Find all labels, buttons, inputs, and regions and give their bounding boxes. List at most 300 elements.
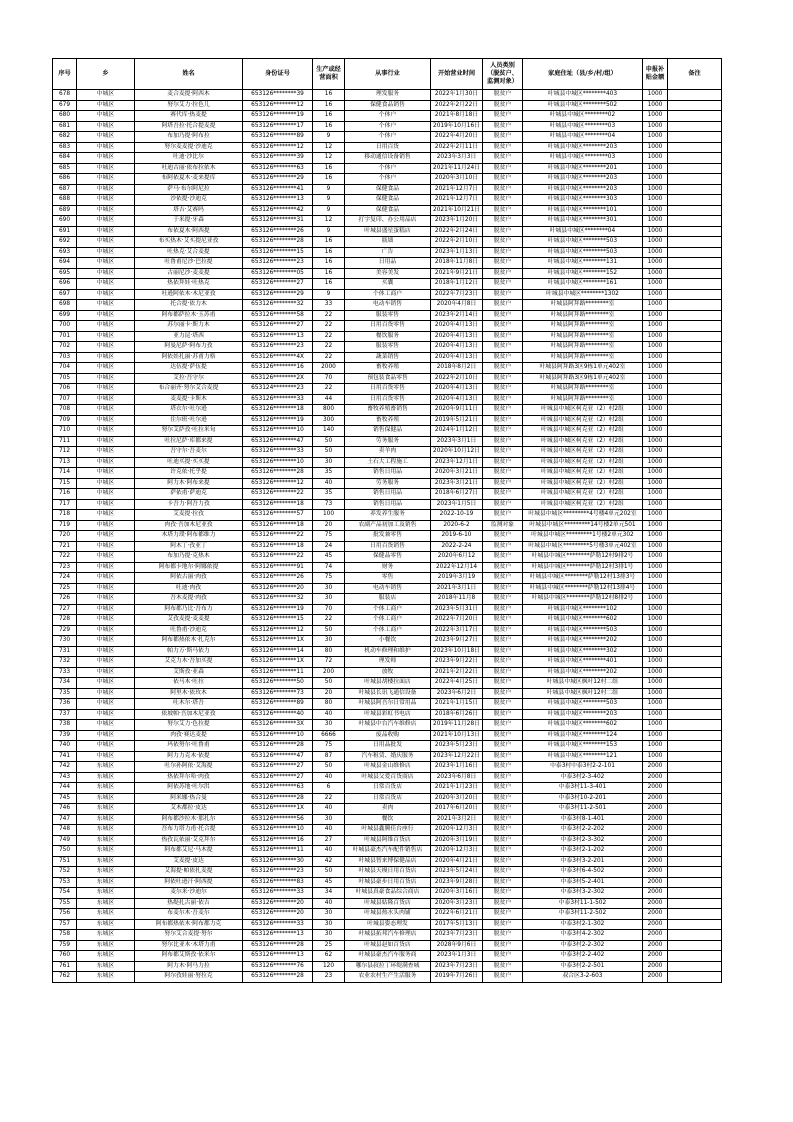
start-date-cell: 2022年2月11日 bbox=[431, 142, 483, 153]
table-row bbox=[53, 468, 722, 479]
table-row bbox=[53, 121, 722, 132]
name-cell: 吐拉尼萨·库都来提 bbox=[135, 436, 243, 447]
category-cell: 脱贫户 bbox=[483, 678, 523, 689]
category-cell: 脱贫户 bbox=[483, 636, 523, 647]
remark-cell bbox=[668, 583, 722, 594]
category-cell: 脱贫户 bbox=[483, 625, 523, 636]
start-date-cell: 2020年3月19日 bbox=[431, 835, 483, 846]
amount-cell: 1000 bbox=[643, 751, 668, 762]
name-cell: 萨马·布尔阿尼拉 bbox=[135, 184, 243, 195]
category-cell: 脱贫户 bbox=[483, 741, 523, 752]
serial-cell: 684 bbox=[53, 153, 77, 164]
remark-cell bbox=[668, 877, 722, 888]
category-cell: 脱贫户 bbox=[483, 205, 523, 216]
table-row bbox=[53, 961, 722, 972]
area-cell: 75 bbox=[313, 573, 345, 584]
name-cell: 努尔比亚木·木塔力甫 bbox=[135, 940, 243, 951]
address-cell: 叶城县中城区柯克亚（2）村2组 bbox=[523, 436, 643, 447]
township-cell: 中城区 bbox=[77, 111, 135, 122]
remark-cell bbox=[668, 258, 722, 269]
industry-cell: 机动车修理和维护 bbox=[345, 646, 431, 657]
township-cell: 中城区 bbox=[77, 499, 135, 510]
table-row bbox=[53, 688, 722, 699]
name-cell: 阿尔孜娃丽·努拉克 bbox=[135, 972, 243, 983]
table-row bbox=[53, 678, 722, 689]
area-cell: 300 bbox=[313, 415, 345, 426]
amount-cell: 1000 bbox=[643, 226, 668, 237]
township-cell: 中城区 bbox=[77, 510, 135, 521]
category-cell: 脱贫户 bbox=[483, 594, 523, 605]
area-cell: 20 bbox=[313, 688, 345, 699]
address-cell: 中泰3村2-1-202 bbox=[523, 846, 643, 857]
industry-cell: 日用品 bbox=[345, 258, 431, 269]
township-cell: 东城区 bbox=[77, 888, 135, 899]
amount-cell: 1000 bbox=[643, 184, 668, 195]
id-number-cell: 653126********23 bbox=[243, 342, 313, 353]
address-cell: 中泰3村5-2-401 bbox=[523, 877, 643, 888]
name-cell: 阿曼尼萨·阿布力孜 bbox=[135, 342, 243, 353]
table-row bbox=[53, 594, 722, 605]
name-cell: 吐鲁甫·沙迪克 bbox=[135, 625, 243, 636]
category-cell: 监测对象 bbox=[483, 520, 523, 531]
start-date-cell: 2020年6月12 bbox=[431, 552, 483, 563]
remark-cell bbox=[668, 552, 722, 563]
category-cell: 脱贫户 bbox=[483, 342, 523, 353]
serial-cell: 740 bbox=[53, 741, 77, 752]
start-date-cell: 2028年9月6日 bbox=[431, 940, 483, 951]
serial-cell: 720 bbox=[53, 531, 77, 542]
start-date-cell: 2023年7月23日 bbox=[431, 930, 483, 941]
category-cell: 脱贫户 bbox=[483, 688, 523, 699]
address-cell: 中泰3村2-2-302 bbox=[523, 940, 643, 951]
start-date-cell: 2019年7月26日 bbox=[431, 972, 483, 983]
area-cell: 9 bbox=[313, 195, 345, 206]
id-number-cell: 653126********31 bbox=[243, 216, 313, 227]
amount-cell: 1000 bbox=[643, 100, 668, 111]
start-date-cell: 2022年3月17日 bbox=[431, 625, 483, 636]
start-date-cell: 2018年1月12日 bbox=[431, 279, 483, 290]
table-row bbox=[53, 163, 722, 174]
amount-cell: 1000 bbox=[643, 310, 668, 321]
industry-cell: 个体工商户 bbox=[345, 604, 431, 615]
remark-cell bbox=[668, 132, 722, 143]
id-number-cell: 653126********29 bbox=[243, 289, 313, 300]
table-row bbox=[53, 783, 722, 794]
amount-cell: 1000 bbox=[643, 384, 668, 395]
remark-cell bbox=[668, 373, 722, 384]
remark-cell bbox=[668, 825, 722, 836]
table-row bbox=[53, 111, 722, 122]
serial-cell: 733 bbox=[53, 667, 77, 678]
name-cell: 热孜瓦依丽·艾克拜尔 bbox=[135, 835, 243, 846]
address-cell: 中泰3村10-2-201 bbox=[523, 793, 643, 804]
id-number-cell: 653126********30 bbox=[243, 856, 313, 867]
start-date-cell: 2022-10-19 bbox=[431, 510, 483, 521]
header-cell: 姓名 bbox=[135, 59, 243, 90]
township-cell: 中城区 bbox=[77, 373, 135, 384]
address-cell: 叶城县中城区********萨勒12村8排2号 bbox=[523, 594, 643, 605]
remark-cell bbox=[668, 163, 722, 174]
township-cell: 中城区 bbox=[77, 279, 135, 290]
industry-cell: 个体工商户 bbox=[345, 615, 431, 626]
name-cell: 布依夏木·阿西提 bbox=[135, 226, 243, 237]
industry-cell: 保健品零售 bbox=[345, 552, 431, 563]
industry-cell: 卖羊肉 bbox=[345, 447, 431, 458]
category-cell: 脱贫户 bbox=[483, 363, 523, 374]
table-row bbox=[53, 583, 722, 594]
table-body bbox=[53, 90, 722, 983]
amount-cell: 1000 bbox=[643, 247, 668, 258]
id-number-cell: 653126********33 bbox=[243, 888, 313, 899]
name-cell: 吐热克·艾合麦提 bbox=[135, 247, 243, 258]
industry-cell: 服装零售 bbox=[345, 342, 431, 353]
area-cell: 16 bbox=[313, 174, 345, 185]
remark-cell bbox=[668, 321, 722, 332]
industry-cell: 废品收购 bbox=[345, 730, 431, 741]
start-date-cell: 2019-6-10 bbox=[431, 531, 483, 542]
name-cell: 努尔艾力·色拉提 bbox=[135, 720, 243, 731]
table-row bbox=[53, 541, 722, 552]
category-cell: 脱贫户 bbox=[483, 846, 523, 857]
amount-cell: 2000 bbox=[643, 814, 668, 825]
serial-cell: 682 bbox=[53, 132, 77, 143]
name-cell: 努尔艾萨孜·吐拉米旬 bbox=[135, 426, 243, 437]
address-cell: 叶城县中城区********153 bbox=[523, 741, 643, 752]
serial-cell: 760 bbox=[53, 951, 77, 962]
address-cell: 叶城县中城区********301 bbox=[523, 216, 643, 227]
remark-cell bbox=[668, 90, 722, 101]
remark-cell bbox=[668, 394, 722, 405]
serial-cell: 761 bbox=[53, 961, 77, 972]
category-cell: 脱贫户 bbox=[483, 478, 523, 489]
serial-cell: 696 bbox=[53, 279, 77, 290]
area-cell: 42 bbox=[313, 856, 345, 867]
area-cell: 22 bbox=[313, 384, 345, 395]
category-cell: 脱贫户 bbox=[483, 552, 523, 563]
serial-cell: 762 bbox=[53, 972, 77, 983]
area-cell: 25 bbox=[313, 940, 345, 951]
id-number-cell: 653126********10 bbox=[243, 426, 313, 437]
serial-cell: 679 bbox=[53, 100, 77, 111]
industry-cell: 叶城县金山维修店 bbox=[345, 762, 431, 773]
township-cell: 中城区 bbox=[77, 426, 135, 437]
start-date-cell: 2021年10月21日 bbox=[431, 205, 483, 216]
start-date-cell: 2017年6月20日 bbox=[431, 804, 483, 815]
category-cell: 脱贫户 bbox=[483, 111, 523, 122]
table-row bbox=[53, 667, 722, 678]
table-row bbox=[53, 562, 722, 573]
amount-cell: 1000 bbox=[643, 625, 668, 636]
serial-cell: 710 bbox=[53, 426, 77, 437]
name-cell: 阿布都艾尼·马木提 bbox=[135, 846, 243, 857]
amount-cell: 2000 bbox=[643, 804, 668, 815]
serial-cell: 716 bbox=[53, 489, 77, 500]
table-row bbox=[53, 888, 722, 899]
area-cell: 50 bbox=[313, 867, 345, 878]
industry-cell: 日用百货销售 bbox=[345, 541, 431, 552]
id-number-cell: 653126********42 bbox=[243, 205, 313, 216]
remark-cell bbox=[668, 184, 722, 195]
remark-cell bbox=[668, 510, 722, 521]
serial-cell: 702 bbox=[53, 342, 77, 353]
area-cell: 40 bbox=[313, 804, 345, 815]
address-cell: 叶城县中城区********602 bbox=[523, 720, 643, 731]
serial-cell: 686 bbox=[53, 174, 77, 185]
township-cell: 中城区 bbox=[77, 688, 135, 699]
id-number-cell: 653126********12 bbox=[243, 100, 313, 111]
start-date-cell: 2023年3月21日 bbox=[431, 478, 483, 489]
amount-cell: 1000 bbox=[643, 426, 668, 437]
area-cell: 23 bbox=[313, 972, 345, 983]
id-number-cell: 653126********22 bbox=[243, 552, 313, 563]
township-cell: 东城区 bbox=[77, 814, 135, 825]
address-cell: 叶城县阿拜路********室 bbox=[523, 310, 643, 321]
area-cell: 80 bbox=[313, 646, 345, 657]
area-cell: 70 bbox=[313, 604, 345, 615]
industry-cell: 叶城县拓邦汽车修理店 bbox=[345, 930, 431, 941]
area-cell: 30 bbox=[313, 583, 345, 594]
area-cell: 16 bbox=[313, 111, 345, 122]
category-cell: 脱贫户 bbox=[483, 877, 523, 888]
remark-cell bbox=[668, 405, 722, 416]
table-row bbox=[53, 279, 722, 290]
name-cell: 吐迪买提·买买提 bbox=[135, 457, 243, 468]
industry-cell: 土石大工程施工 bbox=[345, 457, 431, 468]
id-number-cell: 653126********28 bbox=[243, 468, 313, 479]
township-cell: 中城区 bbox=[77, 751, 135, 762]
address-cell: 叶城县中城区*********5号楼3单元402室 bbox=[523, 541, 643, 552]
name-cell: 托合提·依力木 bbox=[135, 300, 243, 311]
start-date-cell: 2019年11月28日 bbox=[431, 720, 483, 731]
start-date-cell: 2023年9月27日 bbox=[431, 636, 483, 647]
table-row bbox=[53, 478, 722, 489]
amount-cell: 1000 bbox=[643, 688, 668, 699]
amount-cell: 1000 bbox=[643, 142, 668, 153]
amount-cell: 1000 bbox=[643, 468, 668, 479]
area-cell: 9 bbox=[313, 132, 345, 143]
township-cell: 东城区 bbox=[77, 793, 135, 804]
start-date-cell: 2022年2月24日 bbox=[431, 226, 483, 237]
name-cell: 布加乃提·阿布拉 bbox=[135, 132, 243, 143]
table-row bbox=[53, 499, 722, 510]
area-cell: 16 bbox=[313, 121, 345, 132]
address-cell: 中泰3村2-2-402 bbox=[523, 951, 643, 962]
area-cell: 27 bbox=[313, 835, 345, 846]
name-cell: 阿布都萨拉木·玉苏甫 bbox=[135, 310, 243, 321]
remark-cell bbox=[668, 814, 722, 825]
category-cell: 脱贫户 bbox=[483, 247, 523, 258]
table-row bbox=[53, 100, 722, 111]
category-cell: 脱贫户 bbox=[483, 856, 523, 867]
name-cell: 阿力木·阿马力拉 bbox=[135, 961, 243, 972]
start-date-cell: 2023年1月16日 bbox=[431, 762, 483, 773]
remark-cell bbox=[668, 604, 722, 615]
name-cell: 吐迪古丽·依布拉依木 bbox=[135, 163, 243, 174]
category-cell: 脱贫户 bbox=[483, 331, 523, 342]
address-cell: 叶城县中城区柯克亚（2）村2组 bbox=[523, 478, 643, 489]
id-number-cell: 653126********89 bbox=[243, 699, 313, 710]
category-cell: 脱贫户 bbox=[483, 384, 523, 395]
name-cell: 玛依努尔·吐鲁甫 bbox=[135, 741, 243, 752]
id-number-cell: 653126********57 bbox=[243, 510, 313, 521]
area-cell: 30 bbox=[313, 930, 345, 941]
township-cell: 东城区 bbox=[77, 898, 135, 909]
amount-cell: 1000 bbox=[643, 205, 668, 216]
serial-cell: 758 bbox=[53, 930, 77, 941]
address-cell: 叶城县中城区********1302 bbox=[523, 289, 643, 300]
amount-cell: 1000 bbox=[643, 90, 668, 101]
township-cell: 中城区 bbox=[77, 709, 135, 720]
serial-cell: 743 bbox=[53, 772, 77, 783]
remark-cell bbox=[668, 436, 722, 447]
name-cell: 努尔艾力·拉色儿 bbox=[135, 100, 243, 111]
table-row bbox=[53, 216, 722, 227]
amount-cell: 1000 bbox=[643, 510, 668, 521]
category-cell: 脱贫户 bbox=[483, 121, 523, 132]
township-cell: 东城区 bbox=[77, 762, 135, 773]
name-cell: 依马木·吐拉 bbox=[135, 678, 243, 689]
id-number-cell: 653126********47 bbox=[243, 436, 313, 447]
table-row bbox=[53, 363, 722, 374]
serial-cell: 745 bbox=[53, 793, 77, 804]
start-date-cell: 2020年4月13日 bbox=[431, 384, 483, 395]
address-cell: 叶城县中城区********124 bbox=[523, 730, 643, 741]
serial-cell: 735 bbox=[53, 688, 77, 699]
industry-cell: 日用百货零售 bbox=[345, 321, 431, 332]
area-cell: 74 bbox=[313, 562, 345, 573]
area-cell: 87 bbox=[313, 751, 345, 762]
address-cell: 中泰3村8-1-401 bbox=[523, 814, 643, 825]
industry-cell: 日用百货零售 bbox=[345, 394, 431, 405]
township-cell: 中城区 bbox=[77, 541, 135, 552]
serial-cell: 731 bbox=[53, 646, 77, 657]
id-number-cell: 653126********17 bbox=[243, 121, 313, 132]
address-cell: 中泰3村11-2-502 bbox=[523, 909, 643, 920]
industry-cell: 财务 bbox=[345, 562, 431, 573]
start-date-cell: 2022年1月30日 bbox=[431, 90, 483, 101]
name-cell: 吐鲁甫尼沙·巴拉提 bbox=[135, 258, 243, 269]
industry-cell: 叶城县热水头肉铺 bbox=[345, 909, 431, 920]
area-cell: 200 bbox=[313, 667, 345, 678]
serial-cell: 693 bbox=[53, 247, 77, 258]
category-cell: 脱贫户 bbox=[483, 468, 523, 479]
township-cell: 中城区 bbox=[77, 342, 135, 353]
township-cell: 中城区 bbox=[77, 489, 135, 500]
name-cell: 吐迪·沙比尔 bbox=[135, 153, 243, 164]
amount-cell: 2000 bbox=[643, 877, 668, 888]
name-cell: 热依拜娃·吐热克 bbox=[135, 279, 243, 290]
serial-cell: 737 bbox=[53, 709, 77, 720]
amount-cell: 2000 bbox=[643, 793, 668, 804]
amount-cell: 1000 bbox=[643, 352, 668, 363]
start-date-cell: 2020年12月3日 bbox=[431, 846, 483, 857]
address-cell: 叶城县阿拜路********室 bbox=[523, 300, 643, 311]
township-cell: 中城区 bbox=[77, 310, 135, 321]
amount-cell: 1000 bbox=[643, 615, 668, 626]
table-row bbox=[53, 657, 722, 668]
name-cell: 肉孜·吾加木尼亚孜 bbox=[135, 520, 243, 531]
name-cell: 阿米娜·热合曼 bbox=[135, 793, 243, 804]
id-number-cell: 653126********11 bbox=[243, 846, 313, 857]
area-cell: 35 bbox=[313, 489, 345, 500]
name-cell: 住尔班·吐尔逊 bbox=[135, 415, 243, 426]
amount-cell: 2000 bbox=[643, 835, 668, 846]
category-cell: 脱贫户 bbox=[483, 940, 523, 951]
start-date-cell: 2022年6月21日 bbox=[431, 909, 483, 920]
area-cell: 22 bbox=[313, 615, 345, 626]
serial-cell: 754 bbox=[53, 888, 77, 899]
serial-cell: 705 bbox=[53, 373, 77, 384]
serial-cell: 680 bbox=[53, 111, 77, 122]
remark-cell bbox=[668, 447, 722, 458]
start-date-cell: 2020年12月3日 bbox=[431, 825, 483, 836]
name-cell: 麦麦提·卡斯木 bbox=[135, 394, 243, 405]
area-cell: 16 bbox=[313, 247, 345, 258]
address-cell: 叶城县中城区********503 bbox=[523, 247, 643, 258]
serial-cell: 732 bbox=[53, 657, 77, 668]
start-date-cell: 2020年4月13日 bbox=[431, 352, 483, 363]
address-cell: 中泰3村11-1-502 bbox=[523, 898, 643, 909]
industry-cell: 销售日用品 bbox=[345, 499, 431, 510]
amount-cell: 1000 bbox=[643, 552, 668, 563]
table-row bbox=[53, 426, 722, 437]
industry-cell: 叶城县豪步日用百货店 bbox=[345, 877, 431, 888]
remark-cell bbox=[668, 972, 722, 983]
address-cell: 中泰3村11-2-501 bbox=[523, 804, 643, 815]
area-cell: 33 bbox=[313, 300, 345, 311]
remark-cell bbox=[668, 730, 722, 741]
industry-cell: 保健食品 bbox=[345, 195, 431, 206]
remark-cell bbox=[668, 142, 722, 153]
serial-cell: 709 bbox=[53, 415, 77, 426]
start-date-cell: 2020年4月13日 bbox=[431, 331, 483, 342]
remark-cell bbox=[668, 646, 722, 657]
remark-cell bbox=[668, 846, 722, 857]
name-cell: 艾麦提·拉孜 bbox=[135, 510, 243, 521]
address-cell: 叶城县中城区柯克亚（2）村2组 bbox=[523, 426, 643, 437]
amount-cell: 1000 bbox=[643, 268, 668, 279]
table-row bbox=[53, 394, 722, 405]
name-cell: 卡吾力·阿吾力孜 bbox=[135, 499, 243, 510]
category-cell: 脱贫户 bbox=[483, 405, 523, 416]
category-cell: 脱贫户 bbox=[483, 457, 523, 468]
amount-cell: 1000 bbox=[643, 636, 668, 647]
serial-cell: 704 bbox=[53, 363, 77, 374]
name-cell: 阿依吐逊汗·阿西提 bbox=[135, 877, 243, 888]
name-cell: 艾斯孜·亚森 bbox=[135, 667, 243, 678]
address-cell: 中泰3村3-2-201 bbox=[523, 856, 643, 867]
industry-cell: 农业农村生产生活服务 bbox=[345, 972, 431, 983]
township-cell: 中城区 bbox=[77, 384, 135, 395]
table-row bbox=[53, 951, 722, 962]
amount-cell: 1000 bbox=[643, 478, 668, 489]
serial-cell: 703 bbox=[53, 352, 77, 363]
township-cell: 中城区 bbox=[77, 699, 135, 710]
area-cell: 40 bbox=[313, 825, 345, 836]
name-cell: 阿塔吾拉·托合提麦提 bbox=[135, 121, 243, 132]
township-cell: 中城区 bbox=[77, 205, 135, 216]
address-cell: 叶城县中城区*********1号楼2单元302 bbox=[523, 531, 643, 542]
serial-cell: 747 bbox=[53, 814, 77, 825]
category-cell: 脱贫户 bbox=[483, 919, 523, 930]
id-number-cell: 653126********22 bbox=[243, 489, 313, 500]
amount-cell: 1000 bbox=[643, 489, 668, 500]
start-date-cell: 2021年10月13日 bbox=[431, 730, 483, 741]
id-number-cell: 653126********1X bbox=[243, 636, 313, 647]
category-cell: 脱贫户 bbox=[483, 835, 523, 846]
header-cell: 生产或经营面积 bbox=[313, 59, 345, 90]
start-date-cell: 2023年6月8日 bbox=[431, 772, 483, 783]
